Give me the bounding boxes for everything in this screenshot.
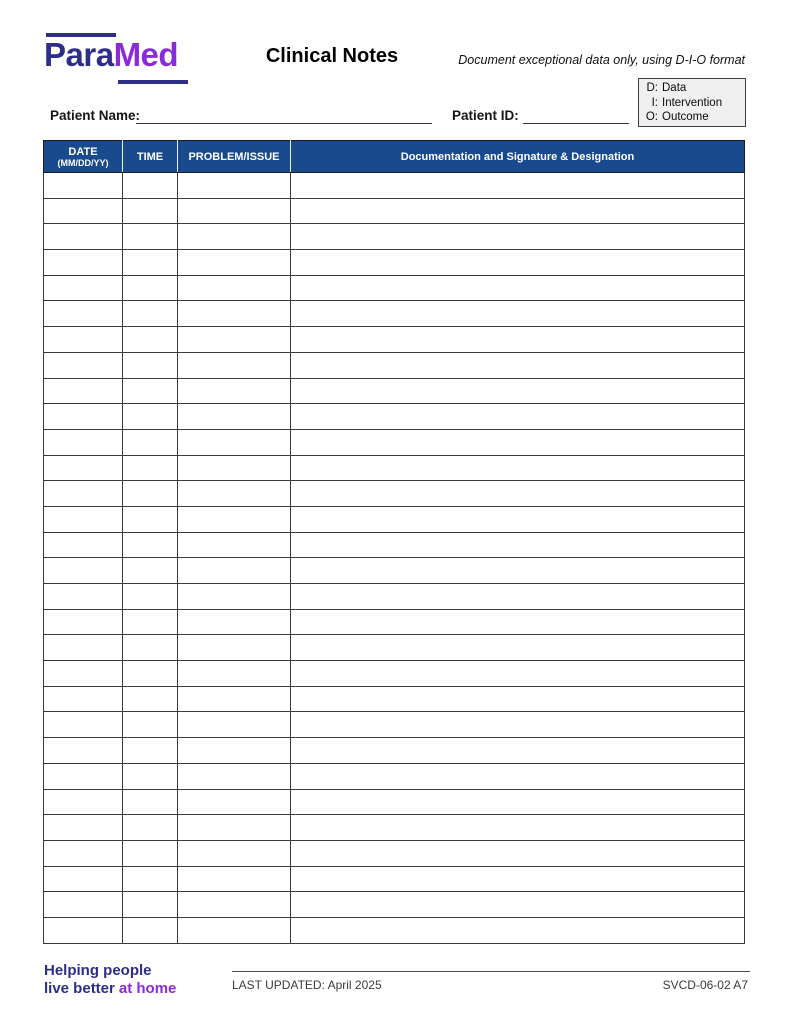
table-cell[interactable]: [178, 301, 291, 327]
column-header-sublabel: (MM/DD/YY): [57, 157, 109, 168]
patient-info-row: [0, 106, 791, 126]
table-cell[interactable]: [44, 532, 123, 558]
table-cell[interactable]: [44, 763, 123, 789]
table-row: [44, 892, 745, 918]
table-cell[interactable]: [291, 609, 745, 635]
table-cell[interactable]: [291, 712, 745, 738]
table-cell[interactable]: [178, 250, 291, 276]
table-cell[interactable]: [123, 738, 178, 764]
table-cell[interactable]: [291, 815, 745, 841]
table-row: [44, 763, 745, 789]
table-cell[interactable]: [178, 532, 291, 558]
table-cell[interactable]: [178, 686, 291, 712]
table-cell[interactable]: [123, 481, 178, 507]
table-row: [44, 661, 745, 687]
table-cell[interactable]: [44, 661, 123, 687]
table-cell[interactable]: [178, 840, 291, 866]
table-row: [44, 584, 745, 610]
table-cell[interactable]: [178, 661, 291, 687]
table-cell[interactable]: [178, 429, 291, 455]
table-cell[interactable]: [123, 250, 178, 276]
brand-tagline: [44, 962, 176, 997]
table-cell[interactable]: [178, 917, 291, 943]
patient-name-label: Patient Name:: [50, 108, 141, 123]
table-cell[interactable]: [178, 173, 291, 199]
table-cell[interactable]: [291, 352, 745, 378]
table-cell[interactable]: [44, 506, 123, 532]
table-cell[interactable]: [44, 609, 123, 635]
table-cell[interactable]: [44, 866, 123, 892]
table-cell[interactable]: [123, 455, 178, 481]
table-cell[interactable]: [178, 198, 291, 224]
table-row: [44, 173, 745, 199]
table-cell[interactable]: [291, 429, 745, 455]
table-cell[interactable]: [178, 584, 291, 610]
table-cell[interactable]: [178, 892, 291, 918]
table-cell[interactable]: [291, 455, 745, 481]
table-cell[interactable]: [44, 789, 123, 815]
table-row: [44, 738, 745, 764]
table-cell[interactable]: [178, 738, 291, 764]
table-row: [44, 712, 745, 738]
patient-id-field[interactable]: [523, 107, 629, 124]
column-header-problem-issue: [178, 141, 291, 173]
table-cell[interactable]: [178, 712, 291, 738]
table-cell[interactable]: [123, 301, 178, 327]
patient-name-field[interactable]: [136, 107, 432, 124]
table-cell[interactable]: [44, 404, 123, 430]
table-row: [44, 275, 745, 301]
table-cell[interactable]: [123, 532, 178, 558]
table-row: [44, 352, 745, 378]
column-header-date: [44, 141, 123, 173]
table-row: [44, 429, 745, 455]
column-header-label: PROBLEM/ISSUE: [188, 150, 280, 163]
table-cell[interactable]: [291, 661, 745, 687]
table-cell[interactable]: [178, 789, 291, 815]
table-row: [44, 917, 745, 943]
table-cell[interactable]: [44, 250, 123, 276]
table-cell[interactable]: [44, 635, 123, 661]
table-cell[interactable]: [123, 173, 178, 199]
table-row: [44, 404, 745, 430]
table-cell[interactable]: [178, 481, 291, 507]
table-cell[interactable]: [44, 455, 123, 481]
table-cell[interactable]: [44, 558, 123, 584]
table-cell[interactable]: [291, 404, 745, 430]
dio-legend-key: D:: [646, 82, 658, 94]
table-cell[interactable]: [44, 301, 123, 327]
table-row: [44, 327, 745, 353]
table-cell[interactable]: [178, 763, 291, 789]
table-cell[interactable]: [44, 686, 123, 712]
table-cell[interactable]: [44, 917, 123, 943]
table-cell[interactable]: [291, 558, 745, 584]
table-header: [44, 141, 745, 173]
logo-under-bar: [118, 80, 188, 84]
table-cell[interactable]: [178, 378, 291, 404]
table-row: [44, 840, 745, 866]
dio-legend-label: Outcome: [662, 111, 709, 123]
table-cell[interactable]: [178, 404, 291, 430]
table-cell[interactable]: [291, 763, 745, 789]
last-updated-text: LAST UPDATED: April 2025: [232, 978, 382, 992]
table-cell[interactable]: [291, 917, 745, 943]
table-row: [44, 224, 745, 250]
table-cell[interactable]: [44, 173, 123, 199]
table-cell[interactable]: [123, 789, 178, 815]
table-cell[interactable]: [123, 661, 178, 687]
table-cell[interactable]: [123, 352, 178, 378]
clinical-notes-table: [43, 140, 745, 944]
table-cell[interactable]: [123, 815, 178, 841]
table-cell[interactable]: [123, 327, 178, 353]
page-title: Clinical Notes: [265, 45, 399, 67]
table-cell[interactable]: [44, 429, 123, 455]
table-cell[interactable]: [123, 224, 178, 250]
table-cell[interactable]: [291, 840, 745, 866]
table-cell[interactable]: [123, 635, 178, 661]
table-cell[interactable]: [44, 738, 123, 764]
table-cell[interactable]: [44, 378, 123, 404]
table-cell[interactable]: [123, 712, 178, 738]
table-row: [44, 866, 745, 892]
tagline-line2: live better: [44, 979, 115, 997]
dio-legend-label: Intervention: [662, 96, 723, 109]
table-row: [44, 789, 745, 815]
table-cell[interactable]: [44, 840, 123, 866]
table-cell[interactable]: [291, 686, 745, 712]
logo-text-para: Para: [44, 36, 114, 73]
table-cell[interactable]: [291, 584, 745, 610]
table-row: [44, 250, 745, 276]
table-cell[interactable]: [291, 275, 745, 301]
table-cell[interactable]: [178, 815, 291, 841]
table-cell[interactable]: [123, 686, 178, 712]
table-cell[interactable]: [178, 275, 291, 301]
table-cell[interactable]: [44, 815, 123, 841]
table-cell[interactable]: [44, 712, 123, 738]
dio-legend-item: [645, 81, 739, 96]
table-cell[interactable]: [123, 584, 178, 610]
column-header-label: Documentation and Signature & Designation: [400, 150, 635, 163]
table-row: [44, 481, 745, 507]
table-row: [44, 686, 745, 712]
table-cell[interactable]: [44, 224, 123, 250]
table-row: [44, 635, 745, 661]
table-cell[interactable]: [291, 301, 745, 327]
table-row: [44, 609, 745, 635]
table-cell[interactable]: [291, 224, 745, 250]
column-header-documentation-and-signature-designation: [291, 141, 745, 173]
table-cell[interactable]: [123, 558, 178, 584]
column-header-label: TIME: [136, 150, 164, 163]
table-cell[interactable]: [44, 481, 123, 507]
table-cell[interactable]: [291, 506, 745, 532]
table-cell[interactable]: [123, 429, 178, 455]
table-cell[interactable]: [178, 224, 291, 250]
dio-legend-key: O:: [645, 111, 658, 123]
column-header-time: [123, 141, 178, 173]
document-code: SVCD-06-02 A7: [662, 978, 748, 992]
table-row: [44, 815, 745, 841]
table-cell[interactable]: [291, 789, 745, 815]
table-cell[interactable]: [291, 173, 745, 199]
tagline-line1: Helping people: [44, 962, 152, 979]
table-cell[interactable]: [291, 250, 745, 276]
dio-legend-key: I:: [651, 96, 658, 109]
table-cell[interactable]: [123, 892, 178, 918]
table-row: [44, 532, 745, 558]
table-row: [44, 378, 745, 404]
table-cell[interactable]: [291, 327, 745, 353]
table-cell[interactable]: [178, 327, 291, 353]
dio-format-instruction: Document exceptional data only, using D-I-O format: [458, 53, 745, 67]
table-cell[interactable]: [291, 532, 745, 558]
footer-divider: [232, 971, 750, 972]
table-cell[interactable]: [178, 609, 291, 635]
table-cell[interactable]: [291, 481, 745, 507]
table-cell[interactable]: [178, 352, 291, 378]
table-cell[interactable]: [123, 198, 178, 224]
table-cell[interactable]: [123, 609, 178, 635]
table-cell[interactable]: [291, 198, 745, 224]
table-cell[interactable]: [44, 198, 123, 224]
table-cell[interactable]: [44, 275, 123, 301]
table-cell[interactable]: [44, 327, 123, 353]
table-cell[interactable]: [291, 738, 745, 764]
paramed-logo: [44, 30, 194, 86]
table-row: [44, 301, 745, 327]
table-cell[interactable]: [178, 635, 291, 661]
table-cell[interactable]: [178, 866, 291, 892]
table-cell[interactable]: [44, 352, 123, 378]
table-cell[interactable]: [291, 866, 745, 892]
column-header-label: DATE: [68, 145, 98, 158]
table-cell[interactable]: [291, 892, 745, 918]
table-row: [44, 455, 745, 481]
logo-wordmark: [44, 36, 178, 74]
table-row: [44, 198, 745, 224]
table-cell[interactable]: [178, 558, 291, 584]
table-cell[interactable]: [291, 635, 745, 661]
table-cell[interactable]: [123, 840, 178, 866]
table-row: [44, 506, 745, 532]
logo-text-med: Med: [113, 36, 179, 73]
patient-id-label: Patient ID:: [452, 108, 519, 123]
table-cell[interactable]: [123, 866, 178, 892]
table-cell[interactable]: [123, 378, 178, 404]
table-cell[interactable]: [123, 275, 178, 301]
dio-legend-label: Data: [662, 82, 687, 94]
table-row: [44, 558, 745, 584]
table-cell[interactable]: [44, 584, 123, 610]
table-cell[interactable]: [178, 455, 291, 481]
table-cell[interactable]: [291, 378, 745, 404]
table-cell[interactable]: [123, 404, 178, 430]
table-cell[interactable]: [44, 892, 123, 918]
tagline-accent: at home: [118, 979, 177, 997]
table-cell[interactable]: [123, 506, 178, 532]
table-cell[interactable]: [123, 917, 178, 943]
table-cell[interactable]: [178, 506, 291, 532]
table-cell[interactable]: [123, 763, 178, 789]
